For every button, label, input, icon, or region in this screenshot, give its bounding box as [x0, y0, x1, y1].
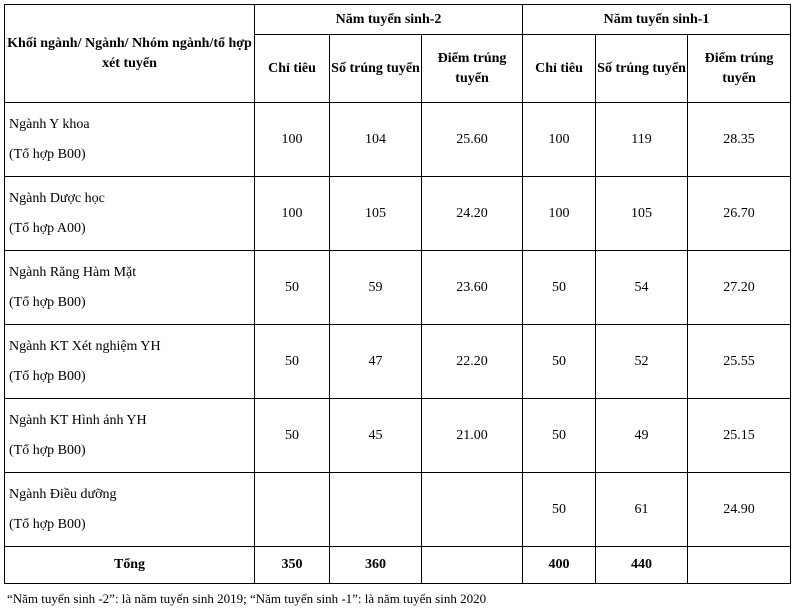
- admitted-1: 47: [330, 325, 422, 399]
- major-cell: [5, 177, 255, 251]
- major-name: Ngành Dược học: [9, 191, 105, 206]
- table-row: [5, 473, 791, 547]
- quota-2: 50: [523, 473, 596, 547]
- major-name: Ngành Điều dưỡng: [9, 487, 117, 502]
- quota-1: [255, 473, 330, 547]
- total-quota-2: 400: [523, 547, 596, 584]
- score-2: 26.70: [688, 177, 791, 251]
- header-admitted-1: Số trúng tuyển: [330, 35, 422, 103]
- header-group-row: [5, 5, 791, 35]
- score-1: 24.20: [422, 177, 523, 251]
- major-name: Ngành KT Hình ảnh YH: [9, 413, 147, 428]
- quota-1: 50: [255, 251, 330, 325]
- quota-2: 100: [523, 103, 596, 177]
- major-cell: [5, 251, 255, 325]
- admitted-1: 105: [330, 177, 422, 251]
- total-quota-1: 350: [255, 547, 330, 584]
- admitted-2: 61: [596, 473, 688, 547]
- header-quota-1: Chỉ tiêu: [255, 35, 330, 103]
- admitted-2: 52: [596, 325, 688, 399]
- score-2: 24.90: [688, 473, 791, 547]
- score-1: [422, 473, 523, 547]
- table-row: [5, 325, 791, 399]
- header-quota-2: Chỉ tiêu: [523, 35, 596, 103]
- major-combo: (Tổ hợp B00): [9, 517, 86, 532]
- admitted-1: 104: [330, 103, 422, 177]
- score-1: 23.60: [422, 251, 523, 325]
- major-cell: [5, 103, 255, 177]
- major-combo: (Tổ hợp B00): [9, 295, 86, 310]
- major-combo: (Tổ hợp B00): [9, 443, 86, 458]
- total-label: Tổng: [5, 547, 255, 584]
- admitted-2: 54: [596, 251, 688, 325]
- quota-1: 50: [255, 399, 330, 473]
- admitted-1: 59: [330, 251, 422, 325]
- major-name: Ngành Răng Hàm Mặt: [9, 265, 137, 280]
- admitted-2: 49: [596, 399, 688, 473]
- score-2: 25.15: [688, 399, 791, 473]
- major-cell: [5, 325, 255, 399]
- admitted-1: [330, 473, 422, 547]
- quota-2: 50: [523, 399, 596, 473]
- major-name: Ngành KT Xét nghiệm YH: [9, 339, 161, 354]
- footnote: “Năm tuyển sinh -2”: là năm tuyển sinh 2019; “Năm tuyển sinh -1”: là năm tuyển sinh 2020: [7, 591, 487, 606]
- score-2: 28.35: [688, 103, 791, 177]
- score-1: 22.20: [422, 325, 523, 399]
- total-score-2: [688, 547, 791, 584]
- header-category: Khối ngành/ Ngành/ Nhóm ngành/tổ hợp xét tuyển: [5, 5, 255, 103]
- table-row: [5, 251, 791, 325]
- score-1: 21.00: [422, 399, 523, 473]
- major-combo: (Tổ hợp B00): [9, 147, 86, 162]
- score-2: 25.55: [688, 325, 791, 399]
- header-admitted-2: Số trúng tuyển: [596, 35, 688, 103]
- table-row: [5, 177, 791, 251]
- quota-1: 100: [255, 177, 330, 251]
- major-cell: [5, 473, 255, 547]
- score-1: 25.60: [422, 103, 523, 177]
- table-row: [5, 103, 791, 177]
- total-admitted-1: 360: [330, 547, 422, 584]
- admissions-table: [4, 4, 791, 584]
- table-row: [5, 399, 791, 473]
- total-score-1: [422, 547, 523, 584]
- admitted-2: 119: [596, 103, 688, 177]
- score-2: 27.20: [688, 251, 791, 325]
- admitted-1: 45: [330, 399, 422, 473]
- major-combo: (Tổ hợp A00): [9, 221, 86, 236]
- quota-2: 100: [523, 177, 596, 251]
- header-group-2: Năm tuyển sinh-1: [523, 5, 791, 35]
- header-group-1: Năm tuyển sinh-2: [255, 5, 523, 35]
- admitted-2: 105: [596, 177, 688, 251]
- quota-2: 50: [523, 251, 596, 325]
- major-name: Ngành Y khoa: [9, 117, 90, 132]
- total-admitted-2: 440: [596, 547, 688, 584]
- quota-2: 50: [523, 325, 596, 399]
- header-score-2: Điểm trúng tuyển: [688, 35, 791, 103]
- quota-1: 50: [255, 325, 330, 399]
- major-cell: [5, 399, 255, 473]
- header-score-1: Điểm trúng tuyển: [422, 35, 523, 103]
- major-combo: (Tổ hợp B00): [9, 369, 86, 384]
- quota-1: 100: [255, 103, 330, 177]
- total-row: [5, 547, 791, 584]
